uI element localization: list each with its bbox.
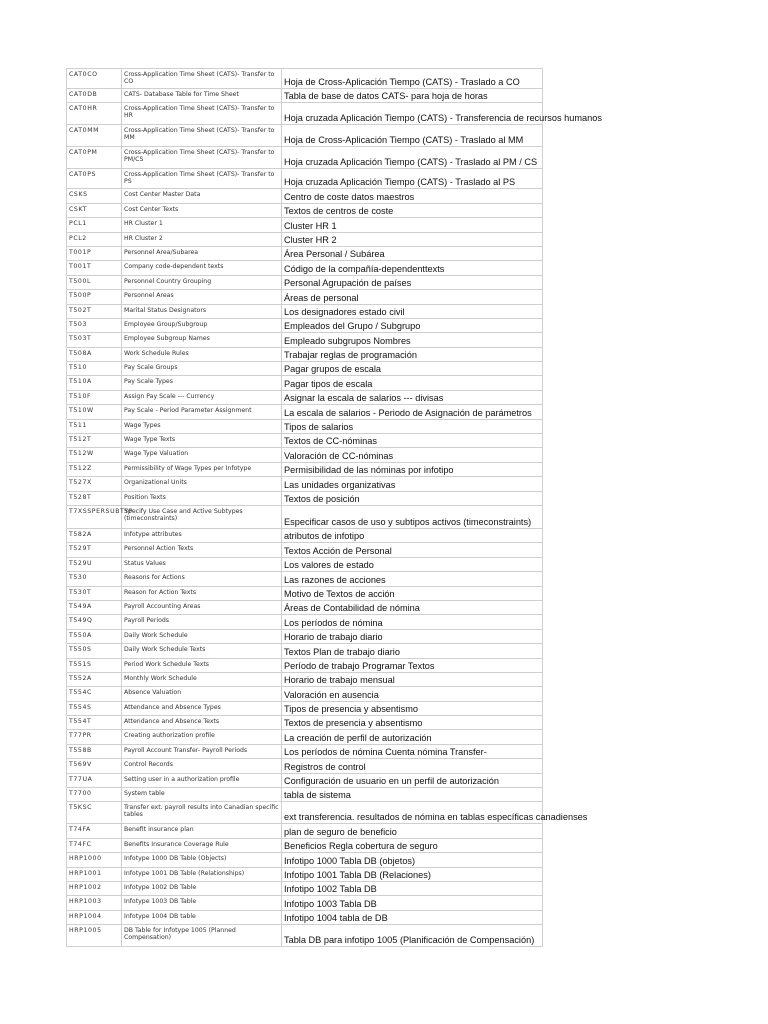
table-english-cell: Specify Use Case and Active Subtypes (timeconstraints) (122, 505, 282, 528)
table-spanish-cell: Registros de control (282, 759, 543, 773)
table-code-cell: T530T (67, 586, 122, 600)
table-code-cell: CAT0CO (67, 69, 122, 89)
table-english-cell: Payroll Periods (122, 615, 282, 629)
table-english-cell: Personnel Action Texts (122, 543, 282, 557)
table-english-cell: Employee Subgroup Names (122, 333, 282, 347)
table-row (67, 333, 543, 347)
table-spanish-cell: Motivo de Textos de acción (282, 586, 543, 600)
table-spanish-cell: Textos de presencia y absentismo (282, 716, 543, 730)
table-code-cell: CAT0MM (67, 125, 122, 147)
table-code-cell: T550S (67, 644, 122, 658)
table-code-cell: T510F (67, 390, 122, 404)
table-spanish-cell: atributos de infotipo (282, 528, 543, 542)
table-spanish-cell: Los designadores estado civil (282, 304, 543, 318)
table-row (67, 169, 543, 189)
table-english-cell: Benefits Insurance Coverage Rule (122, 838, 282, 852)
table-spanish-cell: Hoja cruzada Aplicación Tiempo (CATS) - Traslado al PM / CS (282, 147, 543, 169)
table-row (67, 838, 543, 852)
table-code-cell: T552A (67, 672, 122, 686)
table-row (67, 491, 543, 505)
table-english-cell: Reasons for Actions (122, 572, 282, 586)
table-code-cell: T503 (67, 318, 122, 332)
table-code-cell: T582A (67, 528, 122, 542)
table-spanish-cell: Permisibilidad de las nóminas por infotipo (282, 462, 543, 476)
table-english-cell: Attendance and Absence Types (122, 701, 282, 715)
table-row (67, 125, 543, 147)
table-spanish-cell: Hoja cruzada Aplicación Tiempo (CATS) - Traslado al PS (282, 169, 543, 189)
table-code-cell: T554C (67, 687, 122, 701)
table-english-cell: Monthly Work Schedule (122, 672, 282, 686)
table-row (67, 853, 543, 867)
table-row (67, 600, 543, 614)
table-english-cell: Cross-Application Time Sheet (CATS)- Transfer to HR (122, 103, 282, 125)
table-row (67, 390, 543, 404)
table-english-cell: Marital Status Designators (122, 304, 282, 318)
table-code-cell: HRP1002 (67, 881, 122, 895)
table-english-cell: Benefit insurance plan (122, 824, 282, 838)
table-code-cell: T74FC (67, 838, 122, 852)
table-code-cell: T527X (67, 477, 122, 491)
table-code-cell: HRP1003 (67, 896, 122, 910)
table-row (67, 376, 543, 390)
table-row (67, 744, 543, 758)
table-spanish-cell: Horario de trabajo mensual (282, 672, 543, 686)
table-spanish-cell: Pagar grupos de escala (282, 362, 543, 376)
table-spanish-cell: Trabajar reglas de programación (282, 347, 543, 361)
table-code-cell: HRP1001 (67, 867, 122, 881)
table-code-cell: T77UA (67, 773, 122, 787)
table-row (67, 232, 543, 246)
table-spanish-cell: Beneficios Regla cobertura de seguro (282, 838, 543, 852)
table-code-cell: T529T (67, 543, 122, 557)
table-spanish-cell: Tipos de salarios (282, 419, 543, 433)
table-row (67, 867, 543, 881)
table-spanish-cell: Empleados del Grupo / Subgrupo (282, 318, 543, 332)
table-row (67, 505, 543, 528)
table-spanish-cell: Textos Acción de Personal (282, 543, 543, 557)
table-english-cell: Personnel Areas (122, 290, 282, 304)
table-spanish-cell: Horario de trabajo diario (282, 629, 543, 643)
table-code-cell: T549Q (67, 615, 122, 629)
table-english-cell: Cross-Application Time Sheet (CATS)- Transfer to PS (122, 169, 282, 189)
table-row (67, 716, 543, 730)
table-english-cell: Attendance and Absence Texts (122, 716, 282, 730)
table-code-cell: T512Z (67, 462, 122, 476)
table-english-cell: Cross-Application Time Sheet (CATS)- Transfer to PM/CS (122, 147, 282, 169)
table-code-cell: T503T (67, 333, 122, 347)
table-code-cell: T5KSC (67, 802, 122, 824)
table-row (67, 189, 543, 203)
table-spanish-cell: Textos de posición (282, 491, 543, 505)
table-code-cell: CAT0PM (67, 147, 122, 169)
table-spanish-cell: La escala de salarios - Periodo de Asignación de parámetros (282, 405, 543, 419)
table-code-cell: T7700 (67, 788, 122, 802)
table-code-cell: PCL1 (67, 218, 122, 232)
table-row (67, 730, 543, 744)
table-row (67, 69, 543, 89)
table-spanish-cell: Los períodos de nómina Cuenta nómina Transfer- (282, 744, 543, 758)
table-spanish-cell: Hoja cruzada Aplicación Tiempo (CATS) - Transferencia de recursos humanos (282, 103, 543, 125)
table-english-cell: Transfer ext. payroll results into Canadian specific tables (122, 802, 282, 824)
table-code-cell: T500P (67, 290, 122, 304)
table-english-cell: Personnel Area/Subarea (122, 246, 282, 260)
table-row (67, 824, 543, 838)
table-spanish-cell: Las razones de acciones (282, 572, 543, 586)
table-code-cell: T510A (67, 376, 122, 390)
table-code-cell: CAT0HR (67, 103, 122, 125)
table-row (67, 629, 543, 643)
table-spanish-cell: Tipos de presencia y absentismo (282, 701, 543, 715)
table-code-cell: CSKS (67, 189, 122, 203)
table-row (67, 701, 543, 715)
table-english-cell: Cost Center Texts (122, 203, 282, 217)
table-english-cell: Pay Scale Types (122, 376, 282, 390)
table-row (67, 586, 543, 600)
table-english-cell: Infotype 1000 DB Table (Objects) (122, 853, 282, 867)
table-row (67, 896, 543, 910)
table-row (67, 318, 543, 332)
table-code-cell: T510W (67, 405, 122, 419)
table-code-cell: CAT0DB (67, 89, 122, 103)
table-row (67, 203, 543, 217)
table-code-cell: T529U (67, 557, 122, 571)
table-english-cell: Employee Group/Subgroup (122, 318, 282, 332)
table-row (67, 773, 543, 787)
table-spanish-cell: Infotipo 1003 Tabla DB (282, 896, 543, 910)
table-english-cell: Infotype 1004 DB table (122, 910, 282, 924)
table-english-cell: Absence Valuation (122, 687, 282, 701)
table-code-cell: T512T (67, 434, 122, 448)
table-code-cell: T550A (67, 629, 122, 643)
table-english-cell: Daily Work Schedule (122, 629, 282, 643)
table-english-cell: Cost Center Master Data (122, 189, 282, 203)
table-code-cell: T508A (67, 347, 122, 361)
table-code-cell: T001T (67, 261, 122, 275)
table-code-cell: T511 (67, 419, 122, 433)
table-english-cell: Organizational Units (122, 477, 282, 491)
table-row (67, 759, 543, 773)
table-spanish-cell: Hoja de Cross-Aplicación Tiempo (CATS) - Traslado al MM (282, 125, 543, 147)
table-spanish-cell: Textos de centros de coste (282, 203, 543, 217)
table-code-cell: T528T (67, 491, 122, 505)
table-spanish-cell: plan de seguro de beneficio (282, 824, 543, 838)
table-code-cell: T502T (67, 304, 122, 318)
table-spanish-cell: Configuración de usuario en un perfil de autorización (282, 773, 543, 787)
table-english-cell: Payroll Accounting Areas (122, 600, 282, 614)
table-english-cell: Infotype attributes (122, 528, 282, 542)
table-english-cell: Pay Scale Groups (122, 362, 282, 376)
table-spanish-cell: Asignar la escala de salarios --- divisas (282, 390, 543, 404)
table-spanish-cell: Las unidades organizativas (282, 477, 543, 491)
table-row (67, 557, 543, 571)
table-english-cell: Work Schedule Rules (122, 347, 282, 361)
table-english-cell: Assign Pay Scale --- Currency (122, 390, 282, 404)
table-english-cell: CATS- Database Table for Time Sheet (122, 89, 282, 103)
table-code-cell: HRP1005 (67, 925, 122, 947)
table-row (67, 802, 543, 824)
table-row (67, 672, 543, 686)
table-code-cell: CSKT (67, 203, 122, 217)
table-spanish-cell: Textos de CC-nóminas (282, 434, 543, 448)
table-row (67, 434, 543, 448)
table-row (67, 89, 543, 103)
table-english-cell: Status Values (122, 557, 282, 571)
table-spanish-cell: Personal Agrupación de países (282, 275, 543, 289)
table-spanish-cell: Hoja de Cross-Aplicación Tiempo (CATS) - Traslado a CO (282, 69, 543, 89)
table-spanish-cell: Infotipo 1001 Tabla DB (Relaciones) (282, 867, 543, 881)
table-spanish-cell: Código de la compañía-dependenttexts (282, 261, 543, 275)
table-english-cell: Pay Scale - Period Parameter Assignment (122, 405, 282, 419)
table-code-cell: PCL2 (67, 232, 122, 246)
table-english-cell: Permissibility of Wage Types per Infotype (122, 462, 282, 476)
table-row (67, 261, 543, 275)
table-english-cell: Setting user in a authorization profile (122, 773, 282, 787)
table-code-cell: T530 (67, 572, 122, 586)
table-spanish-cell: Los valores de estado (282, 557, 543, 571)
table-row (67, 347, 543, 361)
table-row (67, 103, 543, 125)
table-row (67, 658, 543, 672)
table-spanish-cell: Valoración en ausencia (282, 687, 543, 701)
table-row (67, 925, 543, 947)
table-row (67, 788, 543, 802)
table-row (67, 572, 543, 586)
table-english-cell: Creating authorization profile (122, 730, 282, 744)
table-code-cell: T512W (67, 448, 122, 462)
table-code-cell: T7XSSPERSUBTYP (67, 505, 122, 528)
table-spanish-cell: Áreas de Contabilidad de nómina (282, 600, 543, 614)
table-row (67, 448, 543, 462)
table-spanish-cell: Infotipo 1004 tabla de DB (282, 910, 543, 924)
table-english-cell: HR Cluster 2 (122, 232, 282, 246)
table-row (67, 687, 543, 701)
table-english-cell: Control Records (122, 759, 282, 773)
table-english-cell: Wage Type Valuation (122, 448, 282, 462)
table-row (67, 477, 543, 491)
table-code-cell: T569V (67, 759, 122, 773)
table-body (67, 69, 602, 947)
table-code-cell: T554T (67, 716, 122, 730)
table-row (67, 147, 543, 169)
table-english-cell: DB Table for Infotype 1005 (Planned Compensation) (122, 925, 282, 947)
table-english-cell: Personnel Country Grouping (122, 275, 282, 289)
table-code-cell: HRP1000 (67, 853, 122, 867)
table-spanish-cell: Tabla de base de datos CATS- para hoja de horas (282, 89, 543, 103)
table-english-cell: System table (122, 788, 282, 802)
table-code-cell: T551S (67, 658, 122, 672)
table-english-cell: Company code-dependent texts (122, 261, 282, 275)
table-spanish-cell: Áreas de personal (282, 290, 543, 304)
table-spanish-cell: Empleado subgrupos Nombres (282, 333, 543, 347)
table-english-cell: Wage Types (122, 419, 282, 433)
table-row (67, 290, 543, 304)
table-spanish-cell: Área Personal / Subárea (282, 246, 543, 260)
table-english-cell: Infotype 1002 DB Table (122, 881, 282, 895)
table-english-cell: Daily Work Schedule Texts (122, 644, 282, 658)
table-spanish-cell: Pagar tipos de escala (282, 376, 543, 390)
table-english-cell: Cross-Application Time Sheet (CATS)- Transfer to MM (122, 125, 282, 147)
table-english-cell: Period Work Schedule Texts (122, 658, 282, 672)
table-code-cell: T74FA (67, 824, 122, 838)
table-code-cell: CAT0PS (67, 169, 122, 189)
table-row (67, 275, 543, 289)
table-english-cell: HR Cluster 1 (122, 218, 282, 232)
table-spanish-cell: Cluster HR 2 (282, 232, 543, 246)
table-spanish-cell: Centro de coste datos maestros (282, 189, 543, 203)
table-row (67, 419, 543, 433)
table-spanish-cell: La creación de perfil de autorización (282, 730, 543, 744)
translation-table (66, 68, 602, 947)
table-code-cell: T001P (67, 246, 122, 260)
table-english-cell: Reason for Action Texts (122, 586, 282, 600)
table-row (67, 881, 543, 895)
table-spanish-cell: Especificar casos de uso y subtipos activos (timeconstraints) (282, 505, 543, 528)
table-spanish-cell: Cluster HR 1 (282, 218, 543, 232)
table-spanish-cell: Infotipo 1000 Tabla DB (objetos) (282, 853, 543, 867)
table-row (67, 615, 543, 629)
table-spanish-cell: Tabla DB para infotipo 1005 (Planificación de Compensación) (282, 925, 543, 947)
table-row (67, 304, 543, 318)
table-english-cell: Position Texts (122, 491, 282, 505)
table-row (67, 528, 543, 542)
table-spanish-cell: Período de trabajo Programar Textos (282, 658, 543, 672)
table-row (67, 543, 543, 557)
table-code-cell: T510 (67, 362, 122, 376)
table-row (67, 362, 543, 376)
table-code-cell: T500L (67, 275, 122, 289)
table-english-cell: Wage Type Texts (122, 434, 282, 448)
table-code-cell: T549A (67, 600, 122, 614)
table-row (67, 218, 543, 232)
table-row (67, 246, 543, 260)
table-spanish-cell: Textos Plan de trabajo diario (282, 644, 543, 658)
table-code-cell: HRP1004 (67, 910, 122, 924)
table-spanish-cell: tabla de sistema (282, 788, 543, 802)
table-spanish-cell: Infotipo 1002 Tabla DB (282, 881, 543, 895)
table-english-cell: Payroll Account Transfer- Payroll Periods (122, 744, 282, 758)
table-spanish-cell: Valoración de CC-nóminas (282, 448, 543, 462)
table-code-cell: T558B (67, 744, 122, 758)
table-row (67, 462, 543, 476)
table-english-cell: Infotype 1001 DB Table (Relationships) (122, 867, 282, 881)
table-english-cell: Infotype 1003 DB Table (122, 896, 282, 910)
table-english-cell: Cross-Application Time Sheet (CATS)- Transfer to CO (122, 69, 282, 89)
table-spanish-cell: Los períodos de nómina (282, 615, 543, 629)
table-code-cell: T554S (67, 701, 122, 715)
table-row (67, 405, 543, 419)
table-code-cell: T77PR (67, 730, 122, 744)
table-row (67, 910, 543, 924)
table-spanish-cell: ext transferencia. resultados de nómina en tablas específicas canadienses (282, 802, 543, 824)
table-row (67, 644, 543, 658)
